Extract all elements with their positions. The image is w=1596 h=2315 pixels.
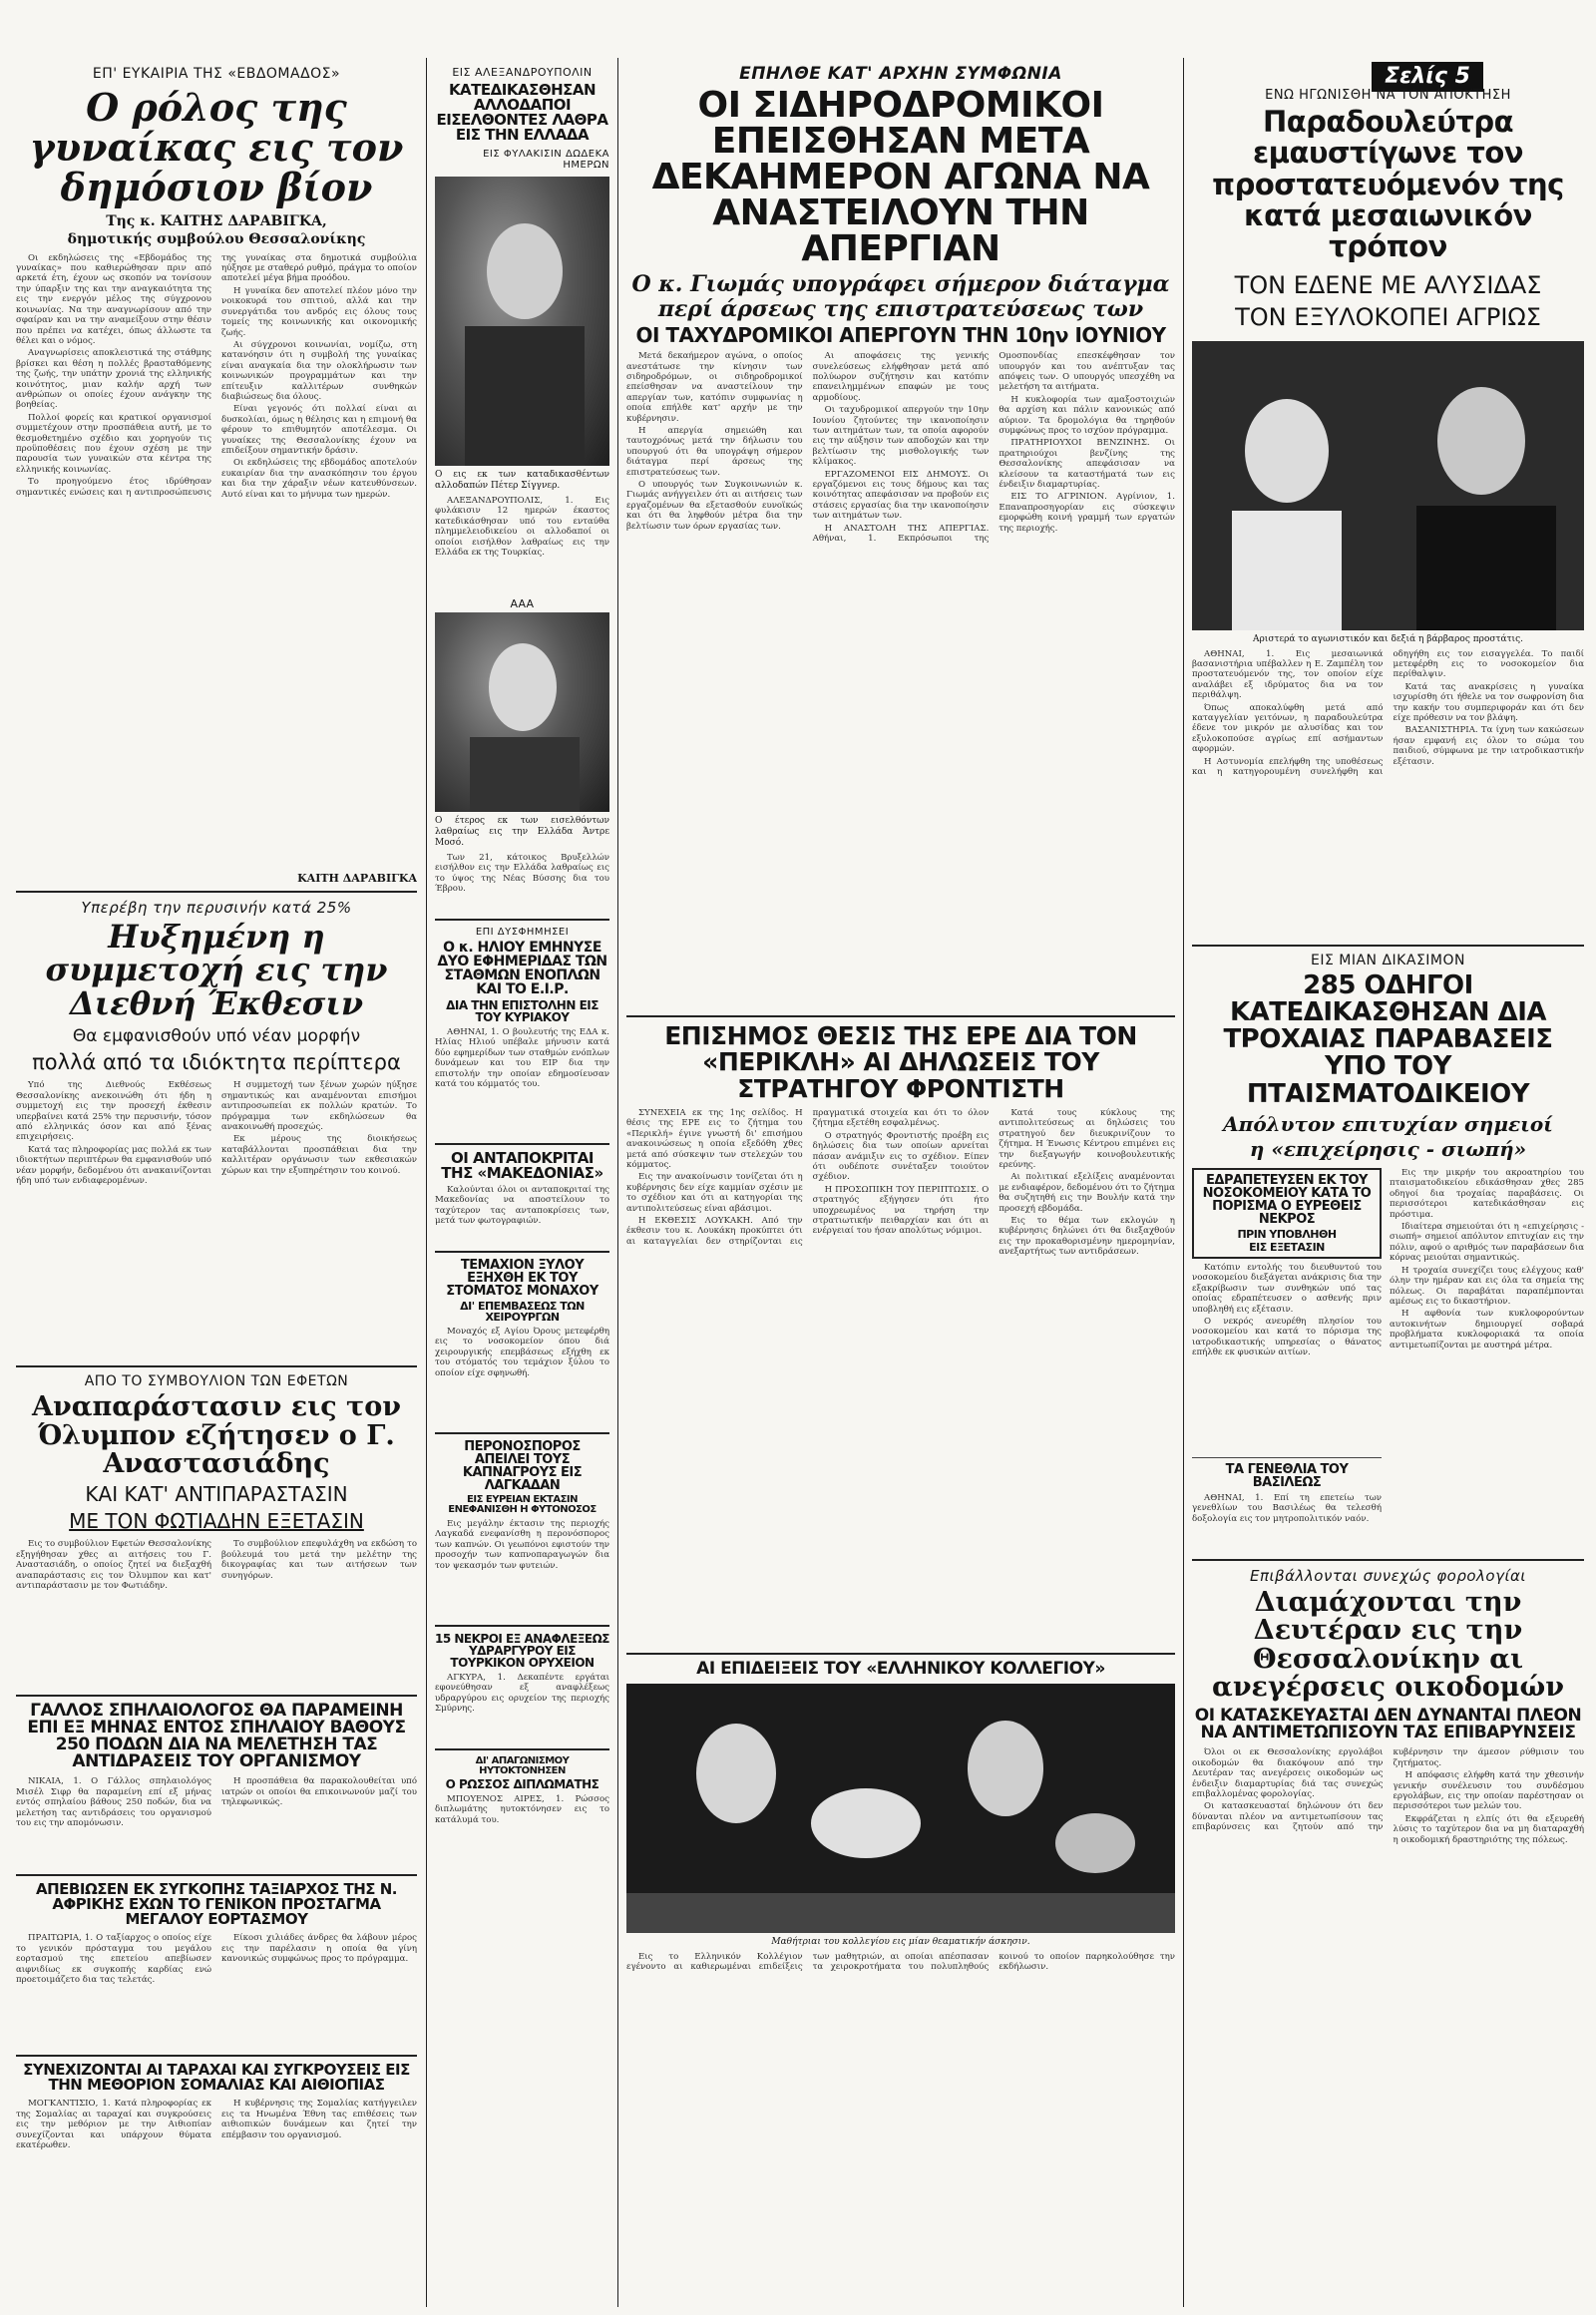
- women-article-body: Οι εκδηλώσεις της «Εβδομάδος της γυναίκας» που καθιερώθησαν πριν από αρκετά έτη, έχουν ως σκοπόν να τονίσουν την ύπαρξιν της και την αναγκαιότητα της εις την ενεργόν μέλος της σύγχρονου κοινωνίας. Να την αναγνωρίσουν από την σφαίραν και να την αναμείξουν στην θέσιν που πρέπει να κατέχει, όπως άλλωστε τα θέλει και ο νόμος. Αναγνωρίσεις αποκλειστικά της στάθμης βρίσκει και θέση η πολλές βρασταθόμενης της ζωής, την υπάτην χρονιά της ελληνικής κοινότητος, μιαν καλήν αρχή των ανθρώπων οι οποίες έχουν ανάγκην της βοηθείας. Πολλοί φορείς και κρατικοί οργανισμοί συμμετέχουν στην προσπάθεια αυτή, με το θεσμοθετημένο σχέδιο και χορηγούν τις προϋποθέσεις που έχουν σχέση με την παρουσία των γυναικών στα κέντρα της ελληνικής κοινωνίας. Το προηγούμενο έτος ιδρύθησαν σημαντικές ενώσεις και η αντιπροσώπευσις της γυναίκας στα δημοτικά συμβούλια ηύξησε με σταθερό ρυθμό, πράγμα το οποίον αποτελεί μέγα βήμα προόδου. Η γυναίκα δεν αποτελεί πλέον μόνο την νοικοκυρά του σπιτιού, αλλά και την συνεργάτιδα του ανδρός εις όλους τους τομείς της κοινωνικής και οικονομικής ζωής. Αι σύγχρονοι κοινωνίαι, νομίζω, στη κατανόησιν ότι η συμβολή της γυναίκας είναι αναγκαία δια την ολοκλήρωσιν των κοινωνικών προγραμμάτων και την επίτευξιν καλλιτέρων συνθηκών διαβιώσεως δια όλους. Είναι γεγονός ότι πολλαί είναι αι δυσκολίαι, όμως η θέλησις και η επιμονή θα φέρουν το επιθυμητόν αποτέλεσμα. Οι γυναίκες της Θεσσαλονίκης έχουν να επιδείξουν σημαντικήν δράσιν. Οι εκδηλώσεις της εβδομάδος αποτελούν ευκαιρίαν δια την ανασκόπησιν του έργου και δια την χάραξιν νέων κατευθύνσεων. Αυτό είναι και το μήνυμα των ημερών.: [16, 252, 417, 500]
- hospital-subhead-2: ΕΙΣ ΕΞΕΤΑΣΙΝ: [1249, 1241, 1325, 1255]
- russia-kicker: ΔΙ' ΑΠΑΓΩΝΙΣΜΟΥ ΗΥΤΟΚΤΟΝΗΣΕΝ: [475, 1755, 570, 1776]
- aliens-photo-2: [435, 612, 609, 812]
- king-headline: ΤΑ ΓΕΝΕΘΛΙΑ ΤΟΥ ΒΑΣΙΛΕΩΣ: [1225, 1462, 1349, 1491]
- expo-subhead-2: πολλά από τα ιδιόκτητα περίπτερα: [32, 1050, 401, 1075]
- somalia-body: ΜΟΓΚΑΝΤΙΣΙΟ, 1. Κατά πληροφορίας εκ της Σομαλίας αι ταραχαί και συγκρούσεις εις την μεθόριον με την Αιθιοπίαν συνεχίζονται και υπάρχουν θύματα εκατέρωθεν. Η κυβέρνησις της Σομαλίας κατήγγειλεν εις τα Ηνωμένα Έθνη τας επιθέσεις των αιθιοπικών δυνάμεων και ζητεί την επέμβασιν του οργανισμού.: [16, 2099, 417, 2151]
- aliens-body-1: ΑΛΕΞΑΝΔΡΟΥΠΟΛΙΣ, 1. Εις φυλάκισιν 12 ημερών έκαστος κατεδικάσθησαν υπό του ενταύθα πλημμελειοδικείου οι αλλοδαποί οι οποίοι εισήλθον λαθραίως εις την Ελλάδα εκ της Τουρκίας.: [435, 496, 609, 559]
- efetes-kicker: ΑΠΟ ΤΟ ΣΥΜΒΟΥΛΙΟΝ ΤΩΝ ΕΦΕΤΩΝ: [84, 1373, 349, 1390]
- cave-body: ΝΙΚΑΙΑ, 1. Ο Γάλλος σπηλαιολόγος Μισέλ Σιφρ θα παραμείνη επί εξ μήνας εντός σπηλαίου βάθους 250 ποδών, δια να μελετήση τας αντιδράσεις του οργανισμού του εις την απομόνωσιν. Η προσπάθεια θα παρακολουθείται υπό ιατρών οι οποίοι θα επικοινωνούν μαζί του τηλεφωνικώς.: [16, 1776, 417, 1829]
- aliens-body-2: Των 21, κάτοικος Βρυξελλών εισήλθον εις την Ελλάδα λαθραίως εις το ύψος της Νέας Βύσσης δια του Έβρου.: [435, 853, 609, 895]
- russia-body: ΜΠΟΥΕΝΟΣ ΑΙΡΕΣ, 1. Ρώσσος διπλωμάτης ηυτοκτόνησεν εις το κατάλυμά του.: [435, 1794, 609, 1825]
- iliou-kicker: ΕΠΙ ΔΥΣΦΗΜΗΣΕΙ: [475, 927, 570, 938]
- rail-subhead-2: περί άρσεως της επιστρατεύσεως των: [657, 296, 1144, 323]
- court-headline: 285 ΟΔΗΓΟΙ ΚΑΤΕΔΙΚΑΣΘΗΣΑΝ ΔΙΑ ΤΡΟΧΑΙΑΣ ΠΑΡΑΒΑΣΕΙΣ ΥΠΟ ΤΟΥ ΠΤΑΙΣΜΑΤΟΔΙΚΕΙΟΥ: [1223, 969, 1553, 1109]
- gymnastics-figures: [626, 1684, 1175, 1933]
- aliens-caption-2: Ο έτερος εκ των εισελθόντων λαθραίως εις την Ελλάδα Άντρε Μοσό.: [435, 816, 609, 848]
- wood-body: Μοναχός εξ Αγίου Όρους μετεφέρθη εις το νοσοκομείον όπου διά χειρουργικής επεμβάσεως εξήχθη εκ του στόματός του τεμάχιον ξύλου το οποίον είχε σφηνωθή.: [435, 1327, 609, 1378]
- rail-kicker: ΕΠΗΛΘΕ ΚΑΤ' ΑΡΧΗΝ ΣΥΜΦΩΝΙΑ: [739, 64, 1062, 84]
- portrait-figure-2: [435, 612, 609, 812]
- college-headline: ΑΙ ΕΠΙΔΕΙΞΕΙΣ ΤΟΥ «ΕΛΛΗΝΙΚΟΥ ΚΟΛΛΕΓΙΟΥ»: [696, 1658, 1105, 1679]
- college-photo: [626, 1684, 1175, 1933]
- maid-subhead-2: ΤΟΝ ΕΞΥΛΟΚΟΠΕΙ ΑΓΡΙΩΣ: [1235, 302, 1541, 331]
- tax-headline: Διαμάχονται την Δευτέραν εις την Θεσσαλονίκην αι ανεγέρσεις οικοδομών: [1212, 1587, 1564, 1704]
- court-subhead-1: Απόλυτον επιτυχίαν σημειοί: [1223, 1112, 1553, 1137]
- africa-body: ΠΡΑΙΤΩΡΙΑ, 1. Ο ταξίαρχος ο οποίος είχε το γενικόν πρόσταγμα του μεγάλου εορτασμού της επετείου απεβίωσεν αιφνιδίως εκ συγκοπής καρδίας ενώ προετοιμάζετο δια τας τελετάς. Είκοσι χιλιάδες άνδρες θα λάβουν μέρος εις την παρέλασιν η οποία θα γίνη κανονικώς συμφώνως προς το πρόγραμμα.: [16, 1933, 417, 1986]
- aliens-sentence: ΕΙΣ ΦΥΛΑΚΙΣΙΝ ΔΩΔΕΚΑ ΗΜΕΡΩΝ: [483, 149, 609, 171]
- tax-subhead: ΟΙ ΚΑΤΑΣΚΕΥΑΣΤΑΙ ΔΕΝ ΔΥΝΑΝΤΑΙ ΠΛΕΟΝ ΝΑ ΑΝΤΙΜΕΤΩΠΙΣΟΥΝ ΤΑΣ ΕΠΙΒΑΡΥΝΣΕΙΣ: [1194, 1706, 1582, 1743]
- maid-and-child-figures: [1192, 341, 1584, 630]
- rail-subhead-1: Ο κ. Γιωμάς υπογράφει σήμερον διάταγμα: [631, 271, 1170, 297]
- maid-headline: Παραδουλεύτρα εμαυστίγωνε τον προστατευόμενόν της κατά μεσαιωνικόν τρόπον: [1212, 105, 1564, 264]
- ere-headline: ΕΠΙΣΗΜΟΣ ΘΕΣΙΣ ΤΗΣ ΕΡΕ ΔΙΑ ΤΟΝ «ΠΕΡΙΚΛΗ» ΑΙ ΔΗΛΩΣΕΙΣ ΤΟΥ ΣΤΡΑΤΗΓΟΥ ΦΡΟΝΤΙΣΤΗ: [664, 1021, 1137, 1103]
- expo-kicker: Υπερέβη την περυσινήν κατά 25%: [81, 898, 352, 917]
- college-caption: Μαθήτριαι του κολλεγίου εις μίαν θεαματικήν άσκησιν.: [771, 1936, 1030, 1947]
- maid-photo: [1192, 341, 1584, 630]
- efetes-subhead-2: ΜΕ ΤΟΝ ΦΩΤΙΑΔΗΝ ΕΞΕΤΑΣΙΝ: [69, 1509, 364, 1534]
- hospital-headline-box: [1192, 1168, 1382, 1259]
- newspaper-page: [16, 58, 1584, 2307]
- ere-body: ΣΥΝΕΧΕΙΑ εκ της 1ης σελίδος. Η θέσις της ΕΡΕ εις το ζήτημα του «Περικλή» έγινε γνωστή δι' επισήμου ανακοινώσεως η οποία εξεδόθη χθες μετά από σύσκεψιν των στελεχών του κόμματος. Εις την ανακοίνωσιν τονίζεται ότι η κυβέρνησις δεν είχε καμμίαν σχέσιν με το σχέδιον και ότι αι κατηγορίαι της αντιπολιτεύσεως είναι αβάσιμοι. Η ΕΚΘΕΣΙΣ ΛΟΥΚΑΚΗ. Από την έκθεσιν του κ. Λουκάκη προκύπτει ότι αι καταγγελίαι δεν στηρίζονται εις πραγματικά στοιχεία και ότι το όλον ζήτημα εξετέθη εσφαλμένως. Ο στρατηγός Φροντιστής προέβη εις δηλώσεις δια των οποίων αρνείται πάσαν ανάμιξιν εις το σχέδιον. Είπεν ότι ουδέποτε συνέταξεν τοιούτον σχέδιον. Η ΠΡΟΣΩΠΙΚΗ ΤΟΥ ΠΕΡΙΠΤΩΣΙΣ. Ο στρατηγός εξήγησεν ότι ήτο υποχρεωμένος να τηρήση την στρατιωτικήν πειθαρχίαν και ότι αι ενέργειαί του ήσαν απολύτως νόμιμοι. Κατά τους κύκλους της αντιπολιτεύσεως αι δηλώσεις του στρατηγού δεν διευκρινίζουν το ζήτημα. Η Ένωσις Κέντρου επιμένει εις την διεξαγωγήν κοινοβουλευτικής ερεύνης. Αι πολιτικαί εξελίξεις αναμένονται με ενδιαφέρον, δεδομένου ότι το ζήτημα θα συζητηθή εις την Βουλήν κατά την προσεχή εβδομάδα. Εις το θέμα των εκλογών η κυβέρνησις δηλώνει ότι θα διεξαχθούν εις την προκαθορισμένην ημερομηνίαν, ανεξαρτήτως των αντιδράσεων.: [626, 1107, 1175, 1258]
- expo-subhead-1: Θα εμφανισθούν υπό νέαν μορφήν: [72, 1026, 361, 1047]
- efetes-headline: Αναπαράστασιν εις τον Όλυμπον εζήτησεν ο Γ. Αναστασιάδης: [32, 1391, 401, 1480]
- expo-body: Υπό της Διεθνούς Εκθέσεως Θεσσαλονίκης ανεκοινώθη ότι ήδη η συμμετοχή εις την προσεχή έκθεσιν υπερβαίνει κατά 25% την περυσινήν, τόσον από ελληνικάς όσον και από ξένας επιχειρήσεις. Κατά τας πληροφορίας μας πολλά εκ των ιδιοκτήτων περιπτέρων θα εμφανισθούν υπό νέαν μορφήν, δεδομένου ότι ανακαινίζονται ήδη υπό των ενδιαφερομένων. Η συμμετοχή των ξένων χωρών ηύξησε σημαντικώς και αναμένονται επισήμοι αντιπροσωπείαι εκ πολλών κρατών. Το πρόγραμμα των εκδηλώσεων θα ανακοινωθή προσεχώς. Εκ μέρους της διοικήσεως καταβάλλονται προσπάθειαι δια την καλλιτέραν οργάνωσιν των εκθεσιακών χώρων και την εξυπηρέτησιν του κοινού.: [16, 1080, 417, 1187]
- hospital-body: Κατόπιν εντολής του διευθυντού του νοσοκομείου διεξάγεται ανάκρισις δια την εξακρίβωσιν των συνθηκών υπό τας οποίας εδραπέτευσεν ο ασθενής πριν υποβληθή εις εξέτασιν. Ο νεκρός ανευρέθη πλησίον του νοσοκομείου και κατά το πόρισμα της ιατροδικαστικής υπηρεσίας ο θάνατος επήλθε εκ φυσικών αιτίων.: [1192, 1263, 1382, 1358]
- hospital-subhead-1: ΠΡΙΝ ΥΠΟΒΛΗΘΗ: [1237, 1228, 1337, 1242]
- women-article-signature: ΚΑΙΤΗ ΔΑΡΑΒΙΓΚΑ: [297, 871, 417, 885]
- iliou-subhead: ΔΙΑ ΤΗΝ ΕΠΙΣΤΟΛΗΝ ΕΙΣ ΤΟΥ ΚΥΡΙΑΚΟΥ: [446, 998, 598, 1024]
- rail-body: Μετά δεκαήμερον αγώνα, ο οποίος ανεστάτωσε την κίνησιν των σιδηροδρόμων, οι σιδηροδρομικοί επείσθησαν να αναστείλουν την απεργίαν των, κατόπιν συμφωνίας η οποία επήλθε κατ' αρχήν με την κυβέρνησιν. Η απεργία σημειώθη και ταυτοχρόνως μετά την δήλωσιν του υπουργού ότι θα υπογράψη σήμερον διάταγμα περί άρσεως της επιστρατεύσεως των. Ο υπουργός των Συγκοινωνιών κ. Γιωμάς ανήγγειλεν ότι αι αιτήσεις των εργαζομένων θα εξετασθούν ευνοϊκώς και ότι θα ληφθούν μέτρα δια την βελτίωσιν των όρων εργασίας των. Αι αποφάσεις της γενικής συνελεύσεως ελήφθησαν μετά από πολύωρον συζήτησιν και κατόπιν επανειλημμένων επαφών με τους αρμοδίους. Οι ταχυδρομικοί απεργούν την 10ην Ιουνίου ζητούντες την ικανοποίησιν των αιτημάτων των, τα οποία αφορούν εις την αύξησιν των αποδοχών και την βελτίωσιν της μισθολογικής των κλίμακος. ΕΡΓΑΖΟΜΕΝΟΙ ΕΙΣ ΔΗΜΟΥΣ. Οι εργαζόμενοι εις τους δήμους και τας κοινότητας απεφάσισαν να προβούν εις στάσεις εργασίας δια την ικανοποίησιν των αιτημάτων των. Η ΑΝΑΣΤΟΛΗ ΤΗΣ ΑΠΕΡΓΙΑΣ. Αθήναι, 1. Εκπρόσωποι της Ομοσπονδίας επεσκέφθησαν τον υπουργόν και του ανέπτυξαν τας απόψεις των. Ο υπουργός υπεσχέθη να μελετήση τα αιτήματα. Η κυκλοφορία των αμαξοστοιχιών θα αρχίση και πάλιν κανονικώς από αύριον. Τα δρομολόγια θα τηρηθούν συμφώνως προς το ισχύον πρόγραμμα. ΠΡΑΤΗΡΙΟΥΧΟΙ ΒΕΝΖΙΝΗΣ. Οι πρατηριούχοι βενζίνης της Θεσσαλονίκης απεφάσισαν να κλείσουν τα καταστήματά των εις ένδειξιν διαμαρτυρίας. ΕΙΣ ΤΟ ΑΓΡΙΝΙΟΝ. Αγρίνιον, 1. Επαναπροσηγορίαν εις σύσκεψιν εμορφώθη κοινή γραμμή των εργατών της περιοχής.: [626, 351, 1175, 545]
- iliou-body: ΑΘΗΝΑΙ, 1. Ο βουλευτής της ΕΔΑ κ. Ηλίας Ηλιού υπέβαλε μήνυσιν κατά δύο εφημερίδων των σταθμών ενόπλων δυνάμεων και του ΕΙΡ δια την επιστολήν την οποίαν εδημοσίευσαν κατά του κόμματός του.: [435, 1027, 609, 1090]
- hospital-box: [1192, 1168, 1382, 1553]
- aliens-headline: ΚΑΤΕΔΙΚΑΣΘΗΣΑΝ ΑΛΛΟΔΑΠΟΙ ΕΙΣΕΛΘΟΝΤΕΣ ΛΑΘΡΑ ΕΙΣ ΤΗΝ ΕΛΛΑΔΑ: [436, 81, 608, 144]
- college-body: Εις το Ελληνικόν Κολλέγιον εγένοντο αι καθιερωμέναι επιδείξεις των μαθητριών, αι οποίαι απέσπασαν τα χειροκροτήματα του πολυπληθούς κοινού το οποίον παρηκολούθησε την εκδήλωσιν.: [626, 1951, 1175, 1973]
- efetes-subhead-1: ΚΑΙ ΚΑΤ' ΑΝΤΙΠΑΡΑΣΤΑΣΙΝ: [85, 1482, 348, 1507]
- maid-subhead-1: ΤΟΝ ΕΔΕΝΕ ΜΕ ΑΛΥΣΙΔΑΣ: [1234, 270, 1542, 299]
- hospital-headline: ΕΔΡΑΠΕΤΕΥΣΕΝ ΕΚ ΤΟΥ ΝΟΣΟΚΟΜΕΙΟΥ ΚΑΤΑ ΤΟ ΠΟΡΙΣΜΑ Ο ΕΥΡΕΘΕΙΣ ΝΕΚΡΟΣ: [1202, 1173, 1372, 1228]
- iliou-headline: Ο κ. ΗΛΙΟΥ ΕΜΗΝΥΣΕ ΔΥΟ ΕΦΗΜΕΡΙΔΑΣ ΤΩΝ ΣΤΑΘΜΩΝ ΕΝΟΠΛΩΝ ΚΑΙ ΤΟ Ε.Ι.Ρ.: [437, 940, 607, 997]
- women-article-kicker: ΕΠ' ΕΥΚΑΙΡΙΑ ΤΗΣ «ΕΒΔΟΜΑΔΟΣ»: [92, 66, 341, 82]
- somalia-headline: ΣΥΝΕΧΙΖΟΝΤΑΙ ΑΙ ΤΑΡΑΧΑΙ ΚΑΙ ΣΥΓΚΡΟΥΣΕΙΣ ΕΙΣ ΤΗΝ ΜΕΘΟΡΙΟΝ ΣΟΜΑΛΙΑΣ ΚΑΙ ΑΙΘΙΟΠΙΑΣ: [23, 2061, 410, 2095]
- aliens-kicker: ΕΙΣ ΑΛΕΞΑΝΔΡΟΥΠΟΛΙΝ: [452, 66, 593, 79]
- court-subhead-2: η «επιχείρησις - σιωπή»: [1249, 1137, 1527, 1162]
- tax-body: Όλοι οι εκ Θεσσαλονίκης εργολάβοι οικοδομών θα διακόψουν από την Δευτέραν τας ανεγέρσεις οικοδομών ως ένδειξιν διαμαρτυρίας διά τας συνεχώς επιβαλλομένας φορολογίας. Οι κατασκευασταί δηλώνουν ότι δεν δύνανται πλέον να αντιμετωπίσουν τας επιβαρύνσεις και ζητούν από την κυβέρνησιν την άμεσον ρύθμισιν του ζητήματος. Η απόφασις ελήφθη κατά την χθεσινήν γενικήν συνέλευσιν του συνδέσμου εργολάβων, εις την οποίαν παρέστησαν οι περισσότεροι των μελών του. Εκφράζεται η ελπίς ότι θα εξευρεθή λύσις το ταχύτερον δια να μη διαταραχθή η οικοδομική δραστηριότης της πόλεως.: [1192, 1747, 1584, 1845]
- column-2: [435, 58, 609, 2307]
- aliens-photo-1: [435, 177, 609, 466]
- women-article-headline: Ο ρόλος της γυναίκας εις τον δημόσιον βίον: [29, 85, 404, 209]
- rail-headline: ΟΙ ΣΙΔΗΡΟΔΡΟΜΙΚΟΙ ΕΠΕΙΣΘΗΣΑΝ ΜΕΤΑ ΔΕΚΑΗΜΕΡΟΝ ΑΓΩΝΑ ΝΑ ΑΝΑΣΤΕΙΛΟΥΝ ΤΗΝ ΑΠΕΡΓΙΑΝ: [651, 85, 1150, 269]
- mine-headline: 15 ΝΕΚΡΟΙ ΕΞ ΑΝΑΦΛΕΞΕΩΣ ΥΔΡΑΡΓΥΡΟΥ ΕΙΣ ΤΟΥΡΚΙΚΟΝ ΟΡΥΧΕΙΟΝ: [435, 1632, 609, 1670]
- women-article-byline-role: δημοτικής συμβούλου Θεσσαλονίκης: [67, 230, 366, 247]
- maid-body: ΑΘΗΝΑΙ, 1. Εις μεσαιωνικά βασανιστήρια υπέβαλλεν η Ε. Ζαμπέλη τον προστατευόμενόν της, τον οποίον είχε αναλάβει εξ ιδρύματος δια να τον περιθάλψη. Όπως αποκαλύφθη μετά από καταγγελίαν γειτόνων, η παραδουλεύτρα έδενε τον μικρόν με αλυσίδας και τον εξυλοκοπούσε αγρίως επί ασήμαντων αφορμών. Η Αστυνομία επελήφθη της υποθέσεως και η κατηγορουμένη συνελήφθη και οδηγήθη εις τον εισαγγελέα. Το παιδί μετεφέρθη εις το νοσοκομείον δια περίθαλψιν. Κατά τας ανακρίσεις η γυναίκα ισχυρίσθη ότι ήθελε να τον σωφρονίση δια την κακήν του συμπεριφοράν και ότι δεν είχε πρόθεσιν να τον βλάψη. ΒΑΣΑΝΙΣΤΗΡΙΑ. Τα ίχνη των κακώσεων ήσαν εμφανή εις όλον το σώμα του παιδιού, σύμφωνα με την ιατροδικαστικήν εξέτασιν.: [1192, 648, 1584, 778]
- makedonia-headline: ΟΙ ΑΝΤΑΠΟΚΡΙΤΑΙ ΤΗΣ «ΜΑΚΕΔΟΝΙΑΣ»: [441, 1149, 603, 1182]
- peronospora-subhead: ΕΙΣ ΕΥΡΕΙΑΝ ΕΚΤΑΣΙΝ ΕΝΕΦΑΝΙΣΘΗ Η ΦΥΤΟΝΟΣΟΣ: [448, 1494, 597, 1515]
- column-4: [1192, 58, 1584, 2307]
- cave-headline: ΓΑΛΛΟΣ ΣΠΗΛΑΙΟΛΟΓΟΣ ΘΑ ΠΑΡΑΜΕΙΝΗ ΕΠΙ ΕΞ ΜΗΝΑΣ ΕΝΤΟΣ ΣΠΗΛΑΙΟΥ ΒΑΘΟΥΣ 250 ΠΟΔΩΝ ΔΙΑ ΝΑ ΜΕΛΕΤΗΣΗ ΤΑΣ ΑΝΤΙΔΡΑΣΕΙΣ ΤΟΥ ΟΡΓΑΝΙΣΜΟΥ: [27, 1701, 406, 1772]
- africa-headline: ΑΠΕΒΙΩΣΕΝ ΕΚ ΣΥΓΚΟΠΗΣ ΤΑΞΙΑΡΧΟΣ ΤΗΣ Ν. ΑΦΡΙΚΗΣ ΕΧΩΝ ΤΟ ΓΕΝΙΚΟΝ ΠΡΟΣΤΑΓΜΑ ΜΕΓΑΛΟΥ ΕΟΡΤΑΣΜΟΥ: [36, 1880, 397, 1929]
- aliens-divider: ΑΑΑ: [510, 597, 535, 610]
- wood-headline: ΤΕΜΑΧΙΟΝ ΞΥΛΟΥ ΕΞΗΧΘΗ ΕΚ ΤΟΥ ΣΤΟΜΑΤΟΣ ΜΟΝΑΧΟΥ: [446, 1258, 598, 1299]
- column-3: [626, 58, 1175, 2307]
- column-1: [16, 58, 417, 2307]
- aliens-caption-1: Ο εις εκ των καταδικασθέντων αλλοδαπών Πέτερ Σίγγνερ.: [435, 470, 609, 491]
- tax-kicker: Επιβάλλονται συνεχώς φορολογίαι: [1249, 1567, 1527, 1586]
- court-kicker: ΕΙΣ ΜΙΑΝ ΔΙΚΑΣΙΜΟΝ: [1311, 952, 1465, 968]
- rail-subhead-3: ΟΙ ΤΑΧΥΔΡΟΜΙΚΟΙ ΑΠΕΡΓΟΥΝ ΤΗΝ 10ην ΙΟΥΝΙΟΥ: [635, 323, 1166, 348]
- expo-headline: Ηυξημένη η συμμετοχή εις την Διεθνή Έκθεσιν: [45, 917, 388, 1022]
- efetes-body: Εις το συμβούλιον Εφετών Θεσσαλονίκης εξηγήθησαν χθες αι αιτήσεις του Γ. Αναστασιάδη, ο οποίος ζητεί να διεξαχθή αναπαράστασις εις τον Όλυμπον και κατ' αντιπαράστασιν με τον Φωτιάδην. Το συμβούλιον επεφυλάχθη να εκδώση το βούλευμά του μετά την μελέτην της δικογραφίας και των αιτήσεων των συνηγόρων.: [16, 1539, 417, 1592]
- women-article-byline: Της κ. ΚΑΙΤΗΣ ΔΑΡΑΒΙΓΚΑ,: [106, 212, 327, 229]
- maid-kicker: ΕΝΩ ΗΓΩΝΙΣΘΗ ΝΑ ΤΟΝ ΑΠΟΚΤΗΣΗ: [1265, 88, 1511, 103]
- peronospora-headline: ΠΕΡΟΝΟΣΠΟΡΟΣ ΑΠΕΙΛΕΙ ΤΟΥΣ ΚΑΠΝΑΓΡΟΥΣ ΕΙΣ ΛΑΓΚΑΔΑΝ: [462, 1439, 583, 1493]
- makedonia-body: Καλούνται όλοι οι ανταποκριταί της Μακεδονίας να αποστείλουν το ταχύτερον τας ανταποκρίσεις των, μετά των φωτογραφιών.: [435, 1185, 609, 1227]
- court-section: [1192, 1168, 1584, 1553]
- king-body: ΑΘΗΝΑΙ, 1. Επί τη επετείω των γενεθλίων του Βασιλέως θα τελεσθή δοξολογία εις τον μητροπολιτικόν ναόν.: [1192, 1493, 1382, 1524]
- portrait-figure-1: [435, 177, 609, 466]
- russia-headline: Ο ΡΩΣΣΟΣ ΔΙΠΛΩΜΑΤΗΣ: [445, 1777, 599, 1791]
- wood-subhead: ΔΙ' ΕΠΕΜΒΑΣΕΩΣ ΤΩΝ ΧΕΙΡΟΥΡΓΩΝ: [460, 1300, 585, 1324]
- peronospora-body: Εις μεγάλην έκτασιν της περιοχής Λαγκαδά ενεφανίσθη η περονόσπορος των καπνών. Οι γεωπόνοι εφιστούν την προσοχήν των καπνοπαραγωγών δια τον ψεκασμόν των φυτειών.: [435, 1519, 609, 1571]
- maid-caption: Αριστερά το αγωνιστικόν και δεξιά η βάρβαρος προστάτις.: [1253, 633, 1523, 644]
- court-body: Εις την μικρήν του ακροατηρίου του πταισματοδικείου εδικάσθησαν χθες 285 οδηγοί δια τροχαίας παραβάσεις. Οι περισσότεροι κατεδικάσθησαν εις πρόστιμα. Ιδιαίτερα σημειούται ότι η «επιχείρησις - σιωπή» σημειοί απόλυτον επιτυχίαν εις την πόλιν, αφού ο αριθμός των παραβάσεων δια κόρνας μειούται σημαντικώς. Η τροχαία συνεχίζει τους ελέγχους καθ' όλην την ημέραν και εις όλα τα σημεία της πόλεως. Οι παραβάται παραπέμπονται αμέσως εις το δικαστήριον. Η αφθονία των κυκλοφορούντων αυτοκινήτων δημιουργεί σοβαρά προβλήματα κυκλοφοριακά τα οποία αντιμετωπίζονται με αυστηρά μέτρα.: [1390, 1168, 1584, 1350]
- page-number-tag: Σελίς 5: [1372, 62, 1483, 92]
- mine-body: ΑΓΚΥΡΑ, 1. Δεκαπέντε εργάται εφονεύθησαν εξ αναφλέξεως υδραργύρου εις ορυχείον της περιοχής Σμύρνης.: [435, 1673, 609, 1715]
